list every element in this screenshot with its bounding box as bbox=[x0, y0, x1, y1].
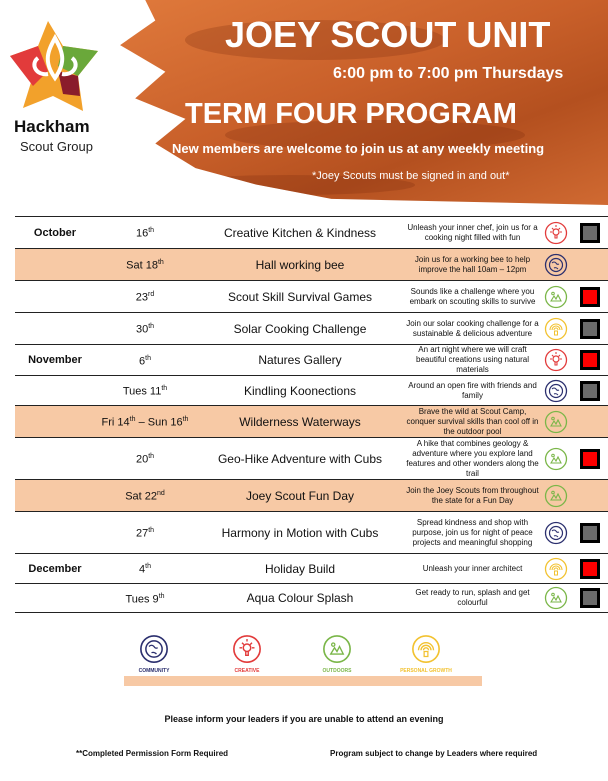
creative-icon bbox=[540, 221, 572, 245]
legend-label: CREATIVE bbox=[234, 668, 260, 674]
event-date bbox=[95, 451, 195, 466]
event-date bbox=[95, 225, 195, 240]
table-row bbox=[15, 345, 608, 376]
event-title: Wilderness Waterways bbox=[239, 414, 361, 429]
legend-item-growth bbox=[386, 634, 466, 674]
event-description: Unleash your inner chef, join us for a cooking night filled with fun bbox=[407, 222, 538, 242]
brand-name: Hackham bbox=[14, 117, 90, 136]
event-description: An art night where we will craft beautiful creations using natural materials bbox=[416, 345, 529, 374]
event-description: Join our solar cooking challenge for a sustainable & delicious adventure bbox=[406, 318, 539, 338]
community-icon bbox=[114, 634, 194, 664]
date-part: 16 bbox=[135, 227, 149, 240]
table-row bbox=[15, 376, 608, 406]
outdoors-icon bbox=[540, 586, 572, 610]
community-icon bbox=[540, 253, 572, 277]
permission-checkbox[interactable] bbox=[580, 523, 600, 543]
date-suffix: th bbox=[145, 354, 151, 362]
program-title: TERM FOUR PROGRAM bbox=[185, 98, 517, 130]
event-description: Get ready to run, splash and get colourful bbox=[415, 588, 530, 607]
brand-subtitle: Scout Group bbox=[20, 139, 93, 154]
event-title: Aqua Colour Splash bbox=[246, 591, 354, 605]
permission-note: **Completed Permission Form Required bbox=[76, 749, 229, 758]
event-description: Join the Joey Scouts from throughout the state for a Fun Day bbox=[406, 485, 539, 505]
permission-checkbox[interactable] bbox=[580, 559, 600, 579]
scout-logo bbox=[8, 16, 103, 116]
growth-icon bbox=[540, 557, 572, 581]
event-title: Scout Skill Survival Games bbox=[227, 289, 373, 304]
permission-checkbox[interactable] bbox=[580, 588, 600, 608]
outdoors-icon bbox=[540, 484, 572, 508]
date-part: – Sun 16 bbox=[135, 416, 183, 429]
event-description: A hike that combines geology & adventure where you explore land features and other wonders along the trail bbox=[406, 438, 539, 478]
program-table bbox=[15, 216, 608, 613]
event-title: Geo-Hike Adventure with Cubs bbox=[217, 451, 383, 466]
creative-icon bbox=[207, 634, 287, 664]
date-part: 6 bbox=[139, 355, 146, 368]
event-title: Creative Kitchen & Kindness bbox=[223, 225, 377, 240]
event-description: Join us for a working bee to help improve the hall 10am – 12pm bbox=[414, 254, 531, 274]
date-suffix: th bbox=[145, 563, 151, 571]
table-row bbox=[15, 480, 608, 512]
table-row bbox=[15, 406, 608, 438]
date-part: 4 bbox=[139, 563, 146, 576]
date-part: 30 bbox=[135, 323, 149, 336]
event-date bbox=[95, 321, 195, 336]
legend-item-community bbox=[114, 634, 194, 674]
month-label: November bbox=[28, 354, 82, 366]
event-date bbox=[95, 383, 195, 398]
legend-bar bbox=[124, 676, 482, 686]
growth-icon bbox=[540, 317, 572, 341]
event-date bbox=[95, 414, 195, 429]
date-part: 23 bbox=[135, 291, 148, 304]
community-icon bbox=[540, 379, 572, 403]
date-suffix: th bbox=[148, 527, 155, 535]
event-date bbox=[95, 289, 195, 304]
icon-legend bbox=[124, 630, 482, 686]
table-row bbox=[15, 438, 608, 480]
event-date bbox=[95, 561, 195, 576]
event-title: Holiday Build bbox=[264, 561, 336, 576]
date-part: Tues 9 bbox=[125, 593, 159, 606]
sign-in-note: *Joey Scouts must be signed in and out* bbox=[312, 170, 510, 182]
outdoors-icon bbox=[540, 410, 572, 434]
event-date bbox=[95, 488, 195, 503]
date-part: 20 bbox=[135, 453, 149, 466]
date-suffix: rd bbox=[148, 291, 155, 299]
attendance-note: Please inform your leaders if you are unable to attend an evening bbox=[164, 714, 444, 724]
permission-checkbox[interactable] bbox=[580, 381, 600, 401]
date-part: 27 bbox=[135, 527, 149, 540]
event-date bbox=[95, 591, 195, 606]
date-suffix: th bbox=[148, 227, 155, 235]
creative-icon bbox=[540, 348, 572, 372]
event-date bbox=[95, 353, 195, 368]
table-row bbox=[15, 512, 608, 554]
community-icon bbox=[540, 521, 572, 545]
permission-checkbox[interactable] bbox=[580, 287, 600, 307]
event-title: Harmony in Motion with Cubs bbox=[221, 525, 379, 540]
date-part: Fri 14 bbox=[101, 416, 130, 429]
table-row bbox=[15, 584, 608, 613]
date-part: Sat 18 bbox=[126, 259, 158, 272]
outdoors-icon bbox=[540, 285, 572, 309]
event-title: Natures Gallery bbox=[258, 353, 342, 367]
table-row bbox=[15, 554, 608, 584]
table-row bbox=[15, 217, 608, 249]
legend-label: COMMUNITY bbox=[138, 668, 170, 674]
table-row bbox=[15, 281, 608, 313]
change-note: Program subject to change by Leaders where required bbox=[330, 749, 538, 758]
page-title: JOEY SCOUT UNIT bbox=[225, 14, 551, 55]
date-suffix: th bbox=[182, 416, 189, 424]
date-suffix: th bbox=[157, 259, 164, 267]
month-label: December bbox=[28, 562, 82, 575]
date-suffix: nd bbox=[157, 490, 165, 498]
event-description: Brave the wild at Scout Camp, conquer survival skills than cool off in the outdoor pool bbox=[406, 406, 539, 436]
table-row bbox=[15, 313, 608, 345]
event-description: Spread kindness and shop with purpose, join us for night of peace projects and meaningful shopping bbox=[412, 517, 533, 547]
legend-item-outdoors bbox=[297, 634, 377, 674]
permission-checkbox[interactable] bbox=[580, 449, 600, 469]
event-title: Hall working bee bbox=[255, 257, 345, 272]
event-title: Solar Cooking Challenge bbox=[233, 321, 367, 336]
month-label: October bbox=[33, 226, 77, 239]
date-part: Sat 22 bbox=[125, 490, 157, 503]
permission-checkbox[interactable] bbox=[580, 319, 600, 339]
date-suffix: th bbox=[158, 592, 165, 600]
date-suffix: th bbox=[161, 385, 168, 393]
outdoors-icon bbox=[540, 447, 572, 471]
event-date bbox=[95, 257, 195, 272]
event-description: Around an open fire with friends and family bbox=[408, 380, 537, 400]
legend-label: OUTDOORS bbox=[322, 668, 352, 674]
legend-item-creative bbox=[207, 634, 287, 674]
table-row bbox=[15, 249, 608, 281]
meeting-time: 6:00 pm to 7:00 pm Thursdays bbox=[333, 65, 564, 82]
event-description: Sounds like a challenge where you embark on scouting skills to survive bbox=[409, 286, 536, 306]
outdoors-icon bbox=[297, 634, 377, 664]
date-suffix: th bbox=[148, 453, 155, 461]
date-suffix: th bbox=[148, 323, 155, 331]
growth-icon bbox=[386, 634, 466, 664]
event-title: Kindling Koonections bbox=[243, 383, 357, 398]
permission-checkbox[interactable] bbox=[580, 350, 600, 370]
permission-checkbox[interactable] bbox=[580, 223, 600, 243]
welcome-text: New members are welcome to join us at any weekly meeting bbox=[172, 141, 545, 156]
date-suffix: th bbox=[129, 416, 136, 424]
event-title: Joey Scout Fun Day bbox=[245, 488, 355, 503]
event-date bbox=[95, 525, 195, 540]
event-description: Unleash your inner architect bbox=[422, 563, 523, 573]
legend-label: PERSONAL GROWTH bbox=[400, 668, 452, 674]
date-part: Tues 11 bbox=[122, 385, 162, 398]
